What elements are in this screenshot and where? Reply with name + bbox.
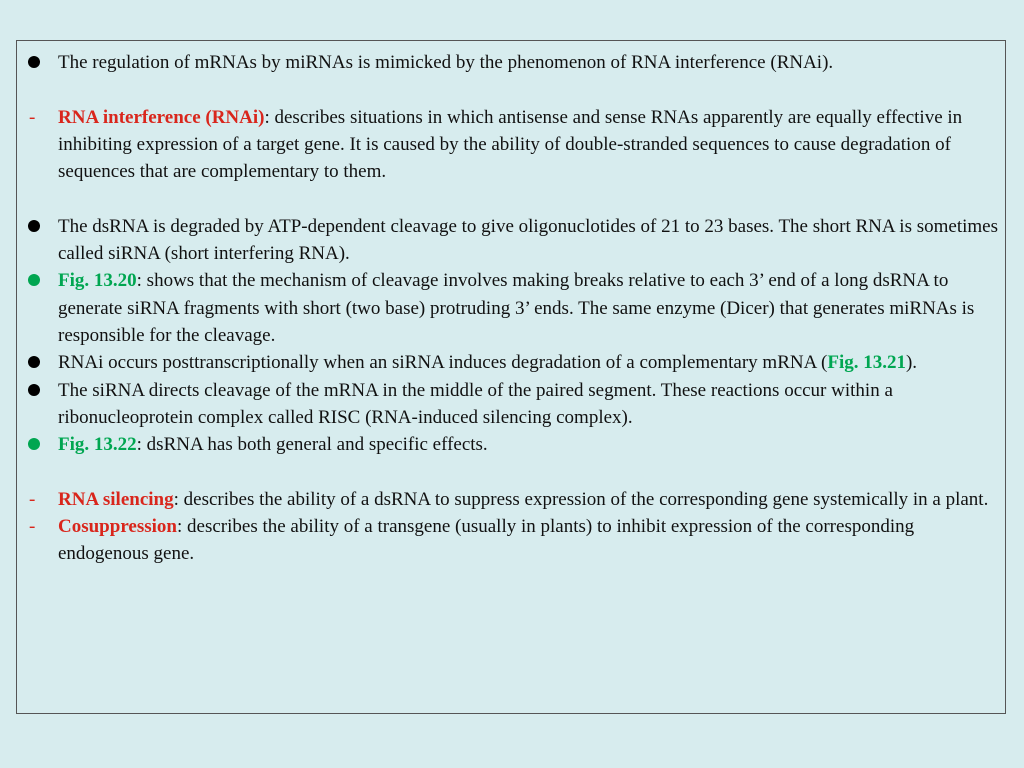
green-bullet-icon [28, 438, 40, 450]
dash-marker: - [29, 106, 36, 128]
term-cosuppression: Cosuppression [58, 516, 177, 538]
bullet-item-risc [28, 377, 1003, 432]
dash-marker: - [29, 488, 36, 510]
black-bullet-icon [28, 220, 40, 232]
fig-item-13-22 [28, 431, 1003, 458]
fig-reference-13-20: Fig. 13.20 [58, 270, 137, 292]
item-text: : dsRNA has both general and specific effects. [136, 434, 488, 456]
bullet-item-posttranscriptional [28, 349, 1003, 376]
slide-body [28, 49, 1003, 568]
spacer [28, 185, 1003, 212]
spacer [28, 76, 1003, 103]
item-text: : shows that the mechanism of cleavage involves making breaks relative to each 3’ end of a long dsRNA to generate siRNA fragments with short (two base) protruding 3’ ends. The same enzyme (Dicer) that generates miRNAs is responsible for the cleavage. [58, 270, 975, 346]
item-text: The siRNA directs cleavage of the mRNA in the middle of the paired segment. These reactions occur within a ribonucleoprotein complex called RISC (RNA-induced silencing complex). [58, 379, 893, 428]
item-text: : describes the ability of a transgene (usually in plants) to inhibit expression of the corresponding endogenous gene. [58, 516, 915, 565]
fig-reference-13-22: Fig. 13.22 [58, 434, 137, 456]
definition-item-rnai [28, 104, 1003, 186]
fig-item-13-20 [28, 267, 1003, 349]
term-rnai: RNA interference (RNAi) [58, 106, 265, 128]
definition-item-cosuppression [28, 513, 1003, 568]
item-text-after: ). [905, 352, 918, 374]
black-bullet-icon [28, 356, 40, 368]
item-text: RNAi occurs posttranscriptionally when an siRNA induces degradation of a complementary mRNA ( [58, 352, 828, 374]
definition-item-rna-silencing [28, 486, 1003, 513]
black-bullet-icon [28, 56, 40, 68]
spacer [28, 458, 1003, 485]
item-text: : describes the ability of a dsRNA to suppress expression of the corresponding gene systemically in a plant. [173, 488, 989, 510]
item-text: : describes situations in which antisense and sense RNAs apparently are equally effective in inhibiting expression of a target gene. It is caused by the ability of double-stranded sequences to cause degradation of sequences that are complementary to them. [58, 106, 963, 183]
black-bullet-icon [28, 384, 40, 396]
dash-marker: - [29, 516, 36, 538]
fig-reference-13-21: Fig. 13.21 [827, 352, 906, 374]
bullet-item-rnai-mimic [28, 49, 1003, 76]
item-text: The regulation of mRNAs by miRNAs is mimicked by the phenomenon of RNA interference (RNAi). [58, 52, 834, 73]
bullet-item-dsrna-degradation [28, 213, 1003, 268]
green-bullet-icon [28, 274, 40, 286]
item-text: The dsRNA is degraded by ATP-dependent cleavage to give oligonuclotides of 21 to 23 bases. The short RNA is sometimes called siRNA (short interfering RNA). [58, 215, 998, 265]
term-rna-silencing: RNA silencing [58, 488, 174, 510]
